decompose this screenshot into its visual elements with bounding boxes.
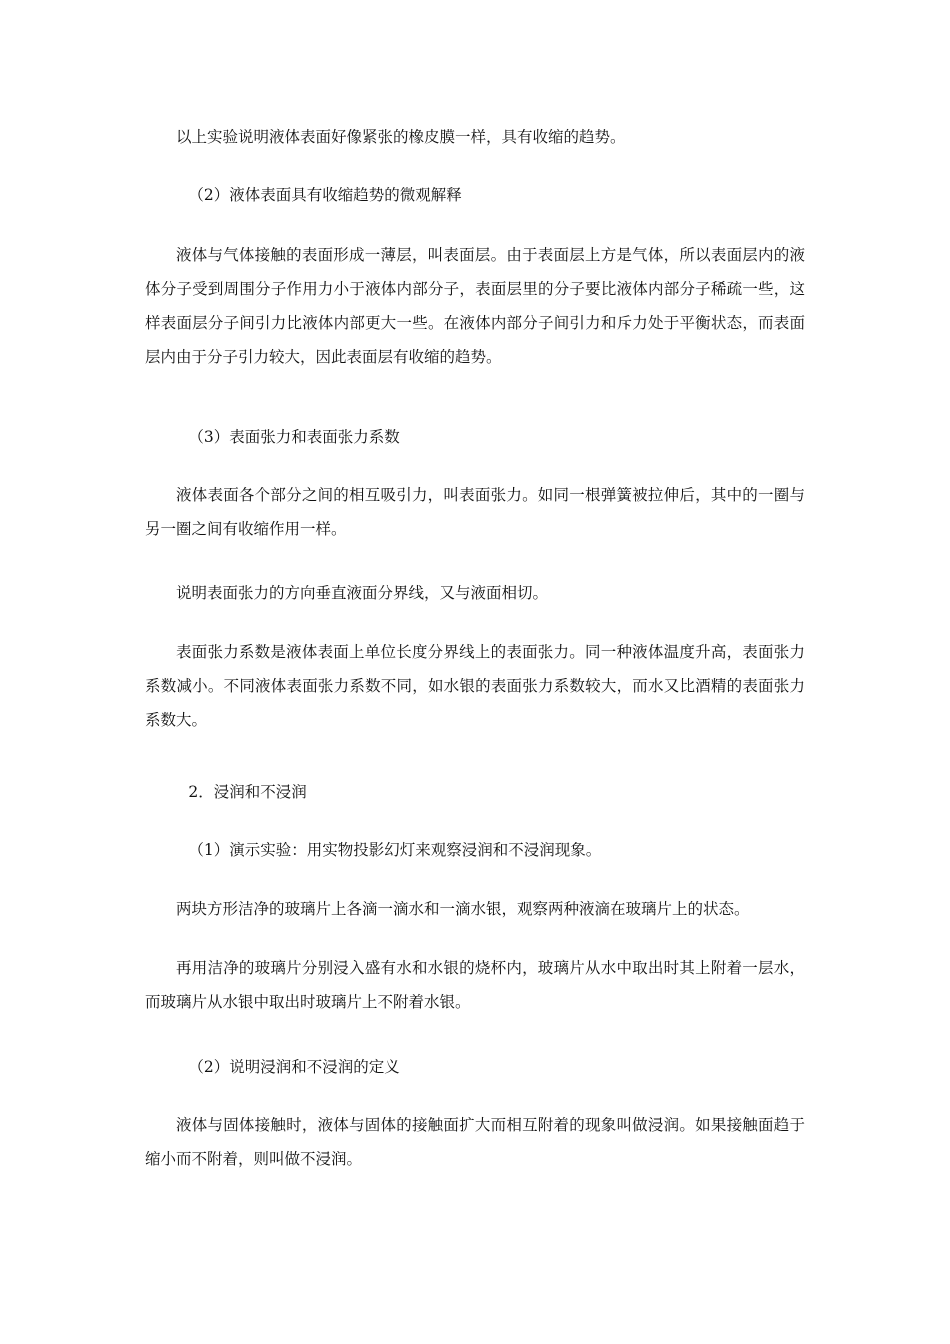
- paragraph-surface-tension-definition: 液体表面各个部分之间的相互吸引力，叫表面张力。如同一根弹簧被拉伸后，其中的一圈与另一圈之间有收缩作用一样。: [145, 486, 805, 538]
- paragraph-tension-coefficient: 表面张力系数是液体表面上单位长度分界线上的表面张力。同一种液体温度升高，表面张力系数减小。不同液体表面张力系数不同，如水银的表面张力系数较大，而水又比酒精的表面张力系数大。: [145, 643, 805, 729]
- paragraph-beaker-immersion: 再用洁净的玻璃片分别浸入盛有水和水银的烧杯内，玻璃片从水中取出时其上附着一层水，而玻璃片从水银中取出时玻璃片上不附着水银。: [145, 959, 805, 1011]
- paragraph-tension-direction: 说明表面张力的方向垂直液面分界线，又与液面相切。: [176, 584, 549, 602]
- subheading-demo-experiment: （1）演示实验：用实物投影幻灯来观察浸润和不浸润现象。: [188, 841, 602, 859]
- subheading-surface-tension: （3）表面张力和表面张力系数: [188, 428, 400, 446]
- subheading-micro-explanation: （2）液体表面具有收缩趋势的微观解释: [188, 186, 462, 204]
- paragraph-glass-drops: 两块方形洁净的玻璃片上各滴一滴水和一滴水银，观察两种液滴在玻璃片上的状态。: [176, 900, 750, 918]
- paragraph-surface-layer: 液体与气体接触的表面形成一薄层，叫表面层。由于表面层上方是气体，所以表面层内的液体分子受到周围分子作用力小于液体内部分子，表面层里的分子要比液体内部分子稀疏一些，这样表面层分子间引力比液体内部更大一些。在液体内部分子间引力和斥力处于平衡状态，而表面层内由于分子引力较大，因此表面层有收缩的趋势。: [145, 246, 805, 366]
- paragraph-wetting-definition: 液体与固体接触时，液体与固体的接触面扩大而相互附着的现象叫做浸润。如果接触面趋于缩小而不附着，则叫做不浸润。: [145, 1116, 805, 1168]
- paragraph-conclusion: 以上实验说明液体表面好像紧张的橡皮膜一样，具有收缩的趋势。: [176, 128, 626, 146]
- subheading-wetting-definition: （2）说明浸润和不浸润的定义: [188, 1058, 400, 1076]
- section-heading-wetting: 2．浸润和不浸润: [188, 783, 307, 801]
